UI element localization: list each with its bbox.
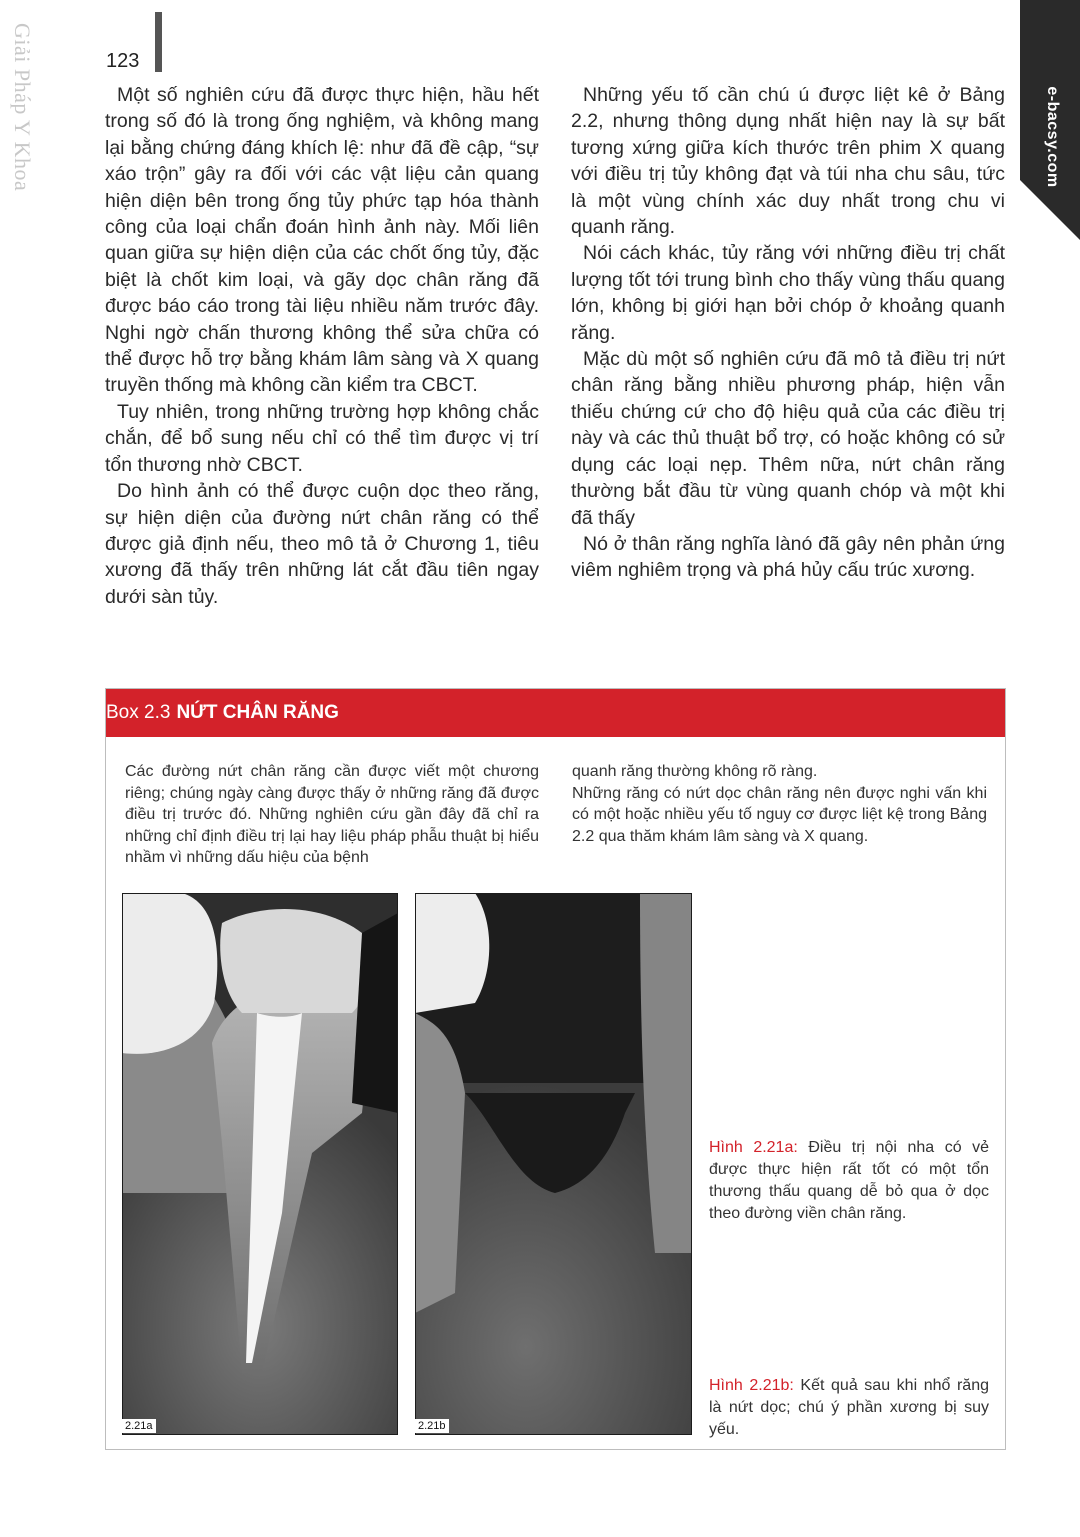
box-left-paragraph: Các đường nứt chân răng cần được viết một chương riêng; chúng ngày càng được thấy ở những răng đã được điều trị trước đó. Những nghiên cứu gần đây đã chỉ ra những chỉ định điều trị lại hay liệu pháp phẫu thuật bị hiểu nhầm vì những dấu hiệu của bệnh [125,763,539,866]
corner-site-wrap [1038,72,1066,212]
box-text-left [125,761,539,869]
xray-figure-2-21a [122,893,398,1435]
right-paragraph-1: Những yếu tố cần chú ú được liệt kê ở Bảng 2.2, nhưng thông dụng nhất hiện nay là sự bất tương xứng giữa kích thước trên phim X quang với điều trị tủy không đạt và túi nha chu sâu, tức là một vùng chính xác duy nhất trong chu vi quanh răng. [571,84,1005,239]
side-brand-label: Giải Pháp Y Khoa [10,23,35,192]
caption-b-text: Kết quả sau khi nhổ răng là nứt dọc; chú ý phần xương bị suy yếu. [709,1377,989,1438]
right-paragraph-3: Mặc dù một số nghiên cứu đã mô tả điều trị nứt chân răng bằng nhiều phương pháp, hiện vẫn thiếu chứng cứ cho độ hiệu quả của các điều trị này và các thủ thuật bổ trợ, có hoặc không có sử dụng các loại nẹp. Thêm nữa, nứt chân răng thường bắt đầu từ vùng quanh chóp và một khi đã thấy [571,348,1005,529]
left-paragraph-2: Tuy nhiên, trong những trường hợp không chắc chắn, để bổ sung nếu chỉ có thể tìm được vị trí tổn thương nhờ CBCT. [105,400,539,476]
right-paragraph-4: Nó ở thân răng nghĩa lànó đã gây nên phản ứng viêm nghiêm trọng và phá hủy cấu trúc xương. [571,532,1005,582]
right-paragraph-2: Nói cách khác, tủy răng với những điều trị chất lượng tốt tới trung bình cho thấy vùng thấu quang lớn, không bị giới hạn bởi chóp ở khoảng quanh răng. [571,242,1005,344]
box-right-line-1: quanh răng thường không rõ ràng. [572,763,818,780]
xray-image-b [415,893,692,1435]
right-text-column [571,82,1005,584]
caption-2-21a [709,1137,989,1225]
xray-figure-2-21b [415,893,692,1435]
left-paragraph-1: Một số nghiên cứu đã được thực hiện, hầu hết trong số đó là trong ống nghiệm, và không mang lại bằng chứng đáng khích lệ: như đã đề cập, “sự xáo trộn” gây ra đối với các vật liệu cản quang hiện diện bên trong ống tủy phức tạp hóa thành công của loại chẩn đoán hình ảnh này. Mối liên quan giữa sự hiện diện của các chốt ống tủy, đặc biệt là chốt kim loại, và gãy dọc chân răng đã được báo cáo trong tài liệu nhiều năm trước đây. Nghi ngờ chấn thương không thể sửa chữa có thể được hỗ trợ bằng khám lâm sàng và X quang truyền thống mà không cần kiểm tra CBCT. [105,84,539,397]
left-text-column [105,82,539,610]
box-title: NỨT CHÂN RĂNG [176,702,339,723]
corner-site-tab [1020,0,1080,240]
box-header [106,689,1005,737]
box-number: Box 2.3 [106,702,171,723]
corner-site-label: e-bacsy.com [1044,86,1061,188]
page-number-bar [155,12,162,72]
caption-2-21b [709,1375,989,1441]
xray-image-a [122,893,398,1435]
side-brand-text [2,23,42,290]
box-2-3 [105,688,1006,1450]
caption-a-text: Điều trị nội nha có vẻ được thực hiện rất tốt có một tổn thương thấu quang dễ bỏ qua ở dọc theo đường viền chân răng. [709,1139,990,1222]
page-number: 123 [106,50,140,72]
caption-b-label: Hình 2.21b: [709,1377,794,1394]
box-text-right [572,761,987,847]
xray-tag-b: 2.21b [415,1419,449,1433]
caption-a-label: Hình 2.21a: [709,1139,798,1156]
left-paragraph-3: Do hình ảnh có thể được cuộn dọc theo răng, sự hiện diện của đường nứt chân răng có thể được giả định nếu, theo mô tả ở Chương 1, tiêu xương đã thấy trên những lát cắt đầu tiên ngay dưới sàn tủy. [105,480,539,608]
box-right-paragraph: Những răng có nứt dọc chân răng nên được nghi vấn khi có một hoặc nhiều yếu tố nguy cơ được liệt kệ trong Bảng 2.2 qua thăm khám lâm sàng và X quang. [572,784,987,845]
xray-tag-a: 2.21a [122,1419,156,1433]
